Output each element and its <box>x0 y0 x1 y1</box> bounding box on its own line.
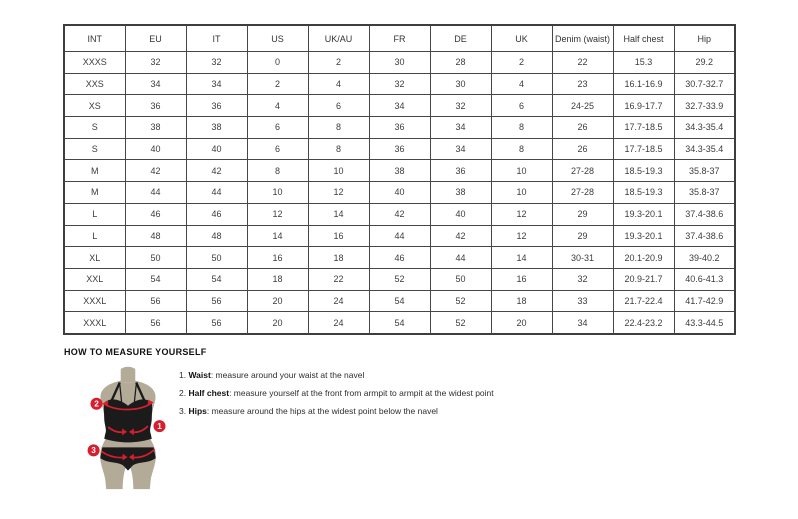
section-title: HOW TO MEASURE YOURSELF <box>64 347 207 357</box>
table-cell: 36 <box>369 138 430 160</box>
table-cell: S <box>64 138 125 160</box>
table-cell: 4 <box>308 73 369 95</box>
table-cell: 24 <box>308 290 369 312</box>
table-cell: 40 <box>430 203 491 225</box>
table-cell: 24-25 <box>552 95 613 117</box>
column-header: IT <box>186 25 247 52</box>
table-cell: 56 <box>186 290 247 312</box>
table-cell: 40.6-41.3 <box>674 268 735 290</box>
table-cell: 19.3-20.1 <box>613 203 674 225</box>
table-cell: 42 <box>430 225 491 247</box>
table-cell: 34 <box>186 73 247 95</box>
table-cell: 48 <box>186 225 247 247</box>
table-cell: 12 <box>491 225 552 247</box>
measure-instruction <box>179 370 494 381</box>
table-cell: 35.8-37 <box>674 160 735 182</box>
table-cell: 30 <box>369 52 430 74</box>
table-cell: 39-40.2 <box>674 247 735 269</box>
table-cell: 32 <box>552 268 613 290</box>
table-cell: 44 <box>430 247 491 269</box>
table-cell: 41.7-42.9 <box>674 290 735 312</box>
instruction-text: : measure around your waist at the navel <box>210 370 365 380</box>
table-cell: XXS <box>64 73 125 95</box>
table-row <box>64 182 735 204</box>
table-cell: 2 <box>491 52 552 74</box>
table-cell: 44 <box>125 182 186 204</box>
badge-3-label: 3 <box>91 446 96 456</box>
table-cell: 37.4-38.6 <box>674 203 735 225</box>
table-cell: 30.7-32.7 <box>674 73 735 95</box>
table-cell: 10 <box>308 160 369 182</box>
table-cell: 10 <box>247 182 308 204</box>
table-cell: 42 <box>186 160 247 182</box>
table-row <box>64 312 735 334</box>
table-cell: 32 <box>369 73 430 95</box>
table-cell: 17.7-18.5 <box>613 117 674 139</box>
table-cell: 56 <box>125 290 186 312</box>
table-cell: 26 <box>552 117 613 139</box>
table-cell: 50 <box>125 247 186 269</box>
table-cell: S <box>64 117 125 139</box>
size-table-head <box>64 25 735 52</box>
table-cell: 37.4-38.6 <box>674 225 735 247</box>
badge-2-label: 2 <box>94 399 99 409</box>
table-cell: 16.9-17.7 <box>613 95 674 117</box>
table-cell: 22 <box>552 52 613 74</box>
table-cell: 34 <box>430 138 491 160</box>
table-cell: 20 <box>491 312 552 334</box>
table-cell: 4 <box>491 73 552 95</box>
table-cell: 26 <box>552 138 613 160</box>
table-cell: 10 <box>491 160 552 182</box>
table-cell: 43.3-44.5 <box>674 312 735 334</box>
table-cell: L <box>64 225 125 247</box>
table-cell: 36 <box>430 160 491 182</box>
table-cell: 36 <box>125 95 186 117</box>
instruction-number: 3. <box>179 406 189 416</box>
table-cell: 38 <box>125 117 186 139</box>
table-cell: 16 <box>308 225 369 247</box>
table-cell: 20 <box>247 312 308 334</box>
table-row <box>64 203 735 225</box>
table-cell: 21.7-22.4 <box>613 290 674 312</box>
table-cell: 12 <box>308 182 369 204</box>
table-cell: 38 <box>369 160 430 182</box>
table-cell: 30-31 <box>552 247 613 269</box>
table-cell: 32.7-33.9 <box>674 95 735 117</box>
table-cell: 22 <box>308 268 369 290</box>
table-cell: 40 <box>369 182 430 204</box>
table-cell: 34 <box>369 95 430 117</box>
table-cell: 27-28 <box>552 160 613 182</box>
table-cell: 52 <box>369 268 430 290</box>
table-cell: M <box>64 160 125 182</box>
table-cell: 44 <box>186 182 247 204</box>
table-cell: XXXL <box>64 290 125 312</box>
table-cell: 36 <box>369 117 430 139</box>
size-table-header-row <box>64 25 735 52</box>
column-header: Half chest <box>613 25 674 52</box>
table-cell: 28 <box>430 52 491 74</box>
table-cell: 8 <box>491 138 552 160</box>
column-header: INT <box>64 25 125 52</box>
table-cell: 54 <box>369 312 430 334</box>
table-cell: 52 <box>430 312 491 334</box>
measure-body <box>64 366 754 497</box>
table-cell: 6 <box>308 95 369 117</box>
table-cell: 2 <box>308 52 369 74</box>
instruction-number: 2. <box>179 388 189 398</box>
table-cell: 54 <box>369 290 430 312</box>
table-cell: 54 <box>125 268 186 290</box>
table-cell: 33 <box>552 290 613 312</box>
table-cell: 32 <box>186 52 247 74</box>
table-cell: 29.2 <box>674 52 735 74</box>
column-header: EU <box>125 25 186 52</box>
table-cell: 29 <box>552 225 613 247</box>
instruction-text: : measure around the hips at the widest point below the navel <box>206 406 438 416</box>
table-cell: M <box>64 182 125 204</box>
instruction-label: Hips <box>188 406 207 416</box>
table-cell: 14 <box>308 203 369 225</box>
table-cell: 8 <box>491 117 552 139</box>
table-cell: 46 <box>125 203 186 225</box>
table-row <box>64 268 735 290</box>
table-cell: 44 <box>369 225 430 247</box>
table-row <box>64 138 735 160</box>
table-cell: 18.5-19.3 <box>613 160 674 182</box>
table-cell: 18.5-19.3 <box>613 182 674 204</box>
table-cell: 32 <box>125 52 186 74</box>
table-cell: L <box>64 203 125 225</box>
table-cell: 16 <box>247 247 308 269</box>
table-cell: 36 <box>186 95 247 117</box>
table-cell: 16 <box>491 268 552 290</box>
table-cell: 12 <box>491 203 552 225</box>
table-cell: 20.9-21.7 <box>613 268 674 290</box>
table-cell: 8 <box>308 117 369 139</box>
table-cell: 16.1-16.9 <box>613 73 674 95</box>
table-cell: 6 <box>247 117 308 139</box>
table-cell: 17.7-18.5 <box>613 138 674 160</box>
table-cell: 46 <box>186 203 247 225</box>
measure-instruction <box>179 406 494 417</box>
table-cell: 46 <box>369 247 430 269</box>
how-to-measure-section <box>64 347 754 497</box>
instruction-label: Half chest <box>188 388 230 398</box>
table-cell: 20 <box>247 290 308 312</box>
table-cell: 20.1-20.9 <box>613 247 674 269</box>
table-cell: 23 <box>552 73 613 95</box>
table-cell: 32 <box>430 95 491 117</box>
table-cell: 38 <box>430 182 491 204</box>
table-cell: 30 <box>430 73 491 95</box>
mannequin-illustration <box>77 366 179 492</box>
table-cell: 8 <box>308 138 369 160</box>
table-cell: 22.4-23.2 <box>613 312 674 334</box>
table-cell: XL <box>64 247 125 269</box>
table-cell: 14 <box>491 247 552 269</box>
table-cell: XS <box>64 95 125 117</box>
measure-instruction <box>179 388 494 399</box>
table-cell: 40 <box>125 138 186 160</box>
table-cell: 34 <box>552 312 613 334</box>
badge-1-label: 1 <box>157 422 162 431</box>
table-cell: 18 <box>491 290 552 312</box>
measurement-figure <box>77 366 179 497</box>
table-cell: 15.3 <box>613 52 674 74</box>
table-cell: 54 <box>186 268 247 290</box>
table-cell: 56 <box>125 312 186 334</box>
table-cell: 12 <box>247 203 308 225</box>
table-cell: 6 <box>247 138 308 160</box>
table-cell: 29 <box>552 203 613 225</box>
table-row <box>64 160 735 182</box>
table-cell: 35.8-37 <box>674 182 735 204</box>
table-cell: 42 <box>369 203 430 225</box>
table-row <box>64 117 735 139</box>
table-cell: 18 <box>247 268 308 290</box>
table-row <box>64 73 735 95</box>
table-row <box>64 247 735 269</box>
table-cell: 56 <box>186 312 247 334</box>
table-cell: 40 <box>186 138 247 160</box>
table-cell: 2 <box>247 73 308 95</box>
table-cell: 52 <box>430 290 491 312</box>
table-row <box>64 225 735 247</box>
table-cell: 19.3-20.1 <box>613 225 674 247</box>
size-table-body <box>64 52 735 334</box>
mannequin-neck <box>121 367 136 383</box>
column-header: FR <box>369 25 430 52</box>
table-cell: 8 <box>247 160 308 182</box>
table-row <box>64 95 735 117</box>
table-cell: XXXS <box>64 52 125 74</box>
table-cell: 10 <box>491 182 552 204</box>
column-header: Denim (waist) <box>552 25 613 52</box>
table-cell: 48 <box>125 225 186 247</box>
table-cell: 34 <box>430 117 491 139</box>
column-header: US <box>247 25 308 52</box>
instruction-text: : measure yourself at the front from armpit to armpit at the widest point <box>229 388 494 398</box>
table-cell: 34 <box>125 73 186 95</box>
table-cell: 27-28 <box>552 182 613 204</box>
table-cell: 4 <box>247 95 308 117</box>
table-cell: 6 <box>491 95 552 117</box>
column-header: DE <box>430 25 491 52</box>
size-table <box>63 24 736 335</box>
measurement-instructions <box>179 370 494 424</box>
table-row <box>64 290 735 312</box>
table-cell: 42 <box>125 160 186 182</box>
table-cell: 18 <box>308 247 369 269</box>
table-cell: 38 <box>186 117 247 139</box>
table-cell: XXXL <box>64 312 125 334</box>
instruction-number: 1. <box>179 370 189 380</box>
column-header: Hip <box>674 25 735 52</box>
instruction-label: Waist <box>188 370 211 380</box>
table-cell: 0 <box>247 52 308 74</box>
column-header: UK <box>491 25 552 52</box>
table-cell: 50 <box>186 247 247 269</box>
table-cell: 50 <box>430 268 491 290</box>
table-row <box>64 52 735 74</box>
table-cell: 34.3-35.4 <box>674 117 735 139</box>
table-cell: 34.3-35.4 <box>674 138 735 160</box>
table-cell: 24 <box>308 312 369 334</box>
table-cell: 14 <box>247 225 308 247</box>
table-cell: XXL <box>64 268 125 290</box>
column-header: UK/AU <box>308 25 369 52</box>
